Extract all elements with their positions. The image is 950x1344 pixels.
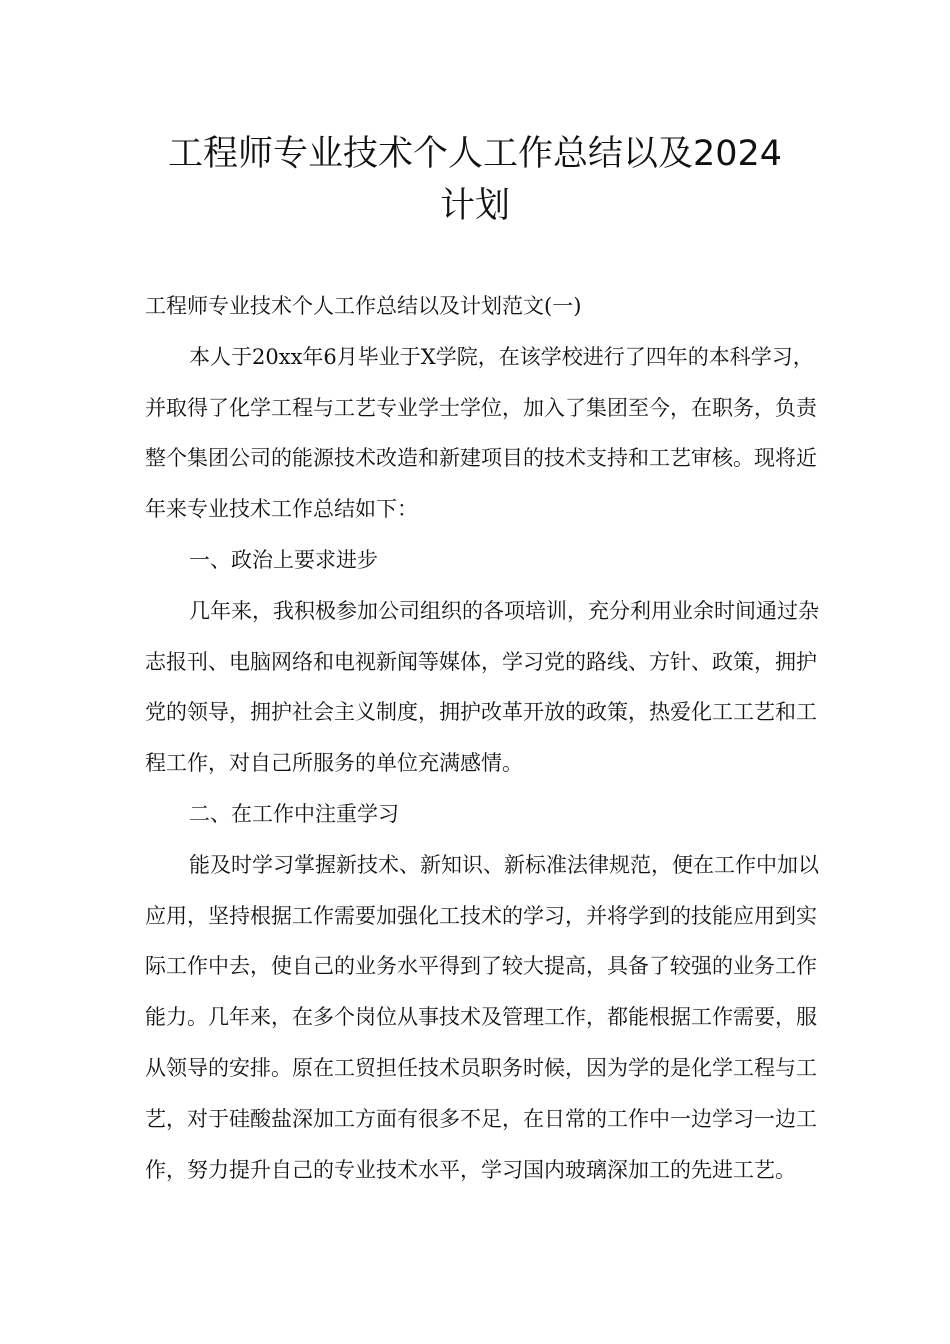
paragraph-intro: 本人于20xx年6月毕业于X学院，在该学校进行了四年的本科学习，并取得了化学工程与工艺专业学士学位，加入了集团至今，在职务，负责整个集团公司的能源技术改造和新建项目的技术支持和工艺审核。现将近年来专业技术工作总结如下： xyxy=(145,344,817,522)
section-heading-2: 二、在工作中注重学习 xyxy=(189,801,399,826)
paragraph-politics: 几年来，我积极参加公司组织的各项培训，充分利用业余时间通过杂志报刊、电脑网络和电视新闻等媒体，学习党的路线、方针、政策，拥护党的领导，拥护社会主义制度，拥护改革开放的政策，热爱化工工艺和工程工作，对自己所服务的单位充满感情。 xyxy=(145,598,819,776)
title-line-2: 计划 xyxy=(439,186,510,226)
document-title xyxy=(120,128,830,232)
title-line-1: 工程师专业技术个人工作总结以及2024 xyxy=(167,134,783,174)
section-heading-1: 一、政治上要求进步 xyxy=(189,547,378,572)
document-subtitle: 工程师专业技术个人工作总结以及计划范文(一) xyxy=(145,294,582,318)
document-body xyxy=(145,281,825,1195)
paragraph-learning: 能及时学习掌握新技术、新知识、新标准法律规范，便在工作中加以应用，坚持根据工作需要加强化工技术的学习，并将学到的技能应用到实际工作中去，使自己的业务水平得到了较大提高，具备了较强的业务工作能力。几年来，在多个岗位从事技术及管理工作，都能根据工作需要，服从领导的安排。原在工贸担任技术员职务时候，因为学的是化学工程与工艺，对于硅酸盐深加工方面有很多不足，在日常的工作中一边学习一边工作，努力提升自己的专业技术水平，学习国内玻璃深加工的先进工艺。 xyxy=(145,852,819,1182)
